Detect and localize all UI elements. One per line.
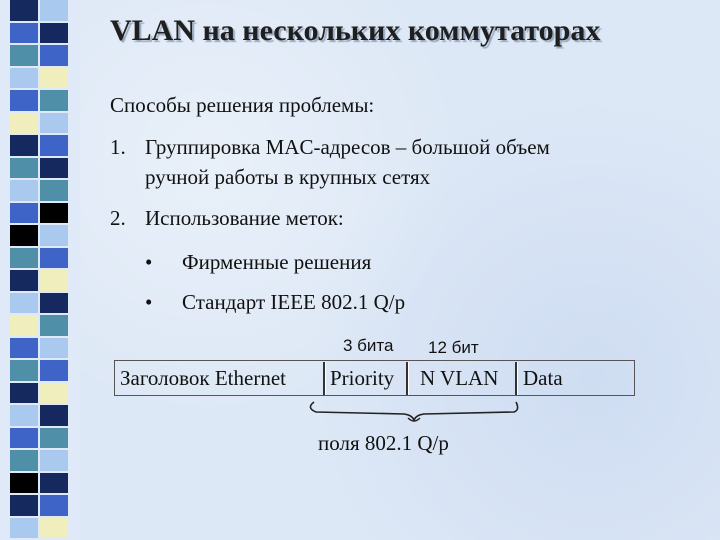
stripe-cell <box>40 338 68 359</box>
stripe-cell <box>10 225 38 246</box>
stripe-cell <box>40 68 68 89</box>
stripe-cell <box>40 203 68 224</box>
stripe-cell <box>10 158 38 179</box>
stripe-cell <box>40 428 68 449</box>
stripe-cell <box>10 473 38 494</box>
stripe-cell <box>10 428 38 449</box>
stripe-cell <box>10 135 38 156</box>
stripe-cell <box>40 473 68 494</box>
stripe-cell <box>40 23 68 44</box>
stripe-cell <box>10 113 38 134</box>
bits-label-vlan: 12 бит <box>428 338 479 357</box>
stripe-cell <box>40 383 68 404</box>
list-item-number: 2. <box>110 206 126 230</box>
stripe-cell <box>10 405 38 426</box>
stripe-cell <box>40 0 68 21</box>
field-ethernet-header: Заголовок Ethernet <box>120 366 286 390</box>
stripe-cell <box>10 450 38 471</box>
brace-icon <box>300 398 530 430</box>
field-data: Data <box>523 366 563 390</box>
stripe-cell <box>10 0 38 21</box>
bullet-text: Стандарт IEEE 802.1 Q/p <box>182 290 406 314</box>
field-divider <box>406 362 409 395</box>
bullet-icon: • <box>145 290 153 314</box>
stripe-cell <box>10 518 38 539</box>
list-item-text-line-1: Использование меток: <box>145 206 344 230</box>
stripe-cell <box>10 315 38 336</box>
stripe-cell <box>40 180 68 201</box>
stripe-cell <box>40 113 68 134</box>
list-item-text-line-1: Группировка MAC-адресов – большой объем <box>145 135 550 159</box>
stripe-cell <box>40 90 68 111</box>
stripe-cell <box>40 405 68 426</box>
stripe-cell <box>40 270 68 291</box>
stripe-cell <box>10 338 38 359</box>
stripe-cell <box>40 518 68 539</box>
stripe-cell <box>10 68 38 89</box>
field-priority: Priority <box>330 366 395 390</box>
field-vlan: N VLAN <box>420 366 499 390</box>
stripe-cell <box>10 248 38 269</box>
stripe-cell <box>10 360 38 381</box>
stripe-cell <box>10 23 38 44</box>
stripe-cell <box>40 45 68 66</box>
stripe-cell <box>40 293 68 314</box>
stripe-cell <box>10 293 38 314</box>
stripe-cell <box>40 360 68 381</box>
stripe-cell <box>10 90 38 111</box>
field-divider <box>515 362 518 395</box>
stripe-cell <box>10 203 38 224</box>
decorative-side-stripe <box>0 0 80 540</box>
stripe-cell <box>40 248 68 269</box>
list-item-number: 1. <box>110 135 126 159</box>
stripe-cell <box>10 180 38 201</box>
stripe-cell <box>10 270 38 291</box>
stripe-cell <box>10 495 38 516</box>
stripe-cell <box>10 45 38 66</box>
stripe-cell <box>40 315 68 336</box>
slide-title: VLAN на нескольких коммутаторах <box>110 14 601 47</box>
slide-background <box>80 0 720 540</box>
field-divider <box>323 362 326 395</box>
stripe-cell <box>40 158 68 179</box>
bits-label-priority: 3 бита <box>343 336 394 355</box>
stripe-cell <box>40 135 68 156</box>
stripe-cell <box>40 225 68 246</box>
stripe-cell <box>10 383 38 404</box>
stripe-cell <box>40 495 68 516</box>
bullet-icon: • <box>145 250 153 274</box>
bullet-text: Фирменные решения <box>182 250 372 274</box>
slide-subtitle: Способы решения проблемы: <box>110 93 375 117</box>
fields-caption: поля 802.1 Q/p <box>318 431 449 455</box>
list-item-text-line-2: ручной работы в крупных сетях <box>145 165 431 189</box>
stripe-cell <box>40 450 68 471</box>
